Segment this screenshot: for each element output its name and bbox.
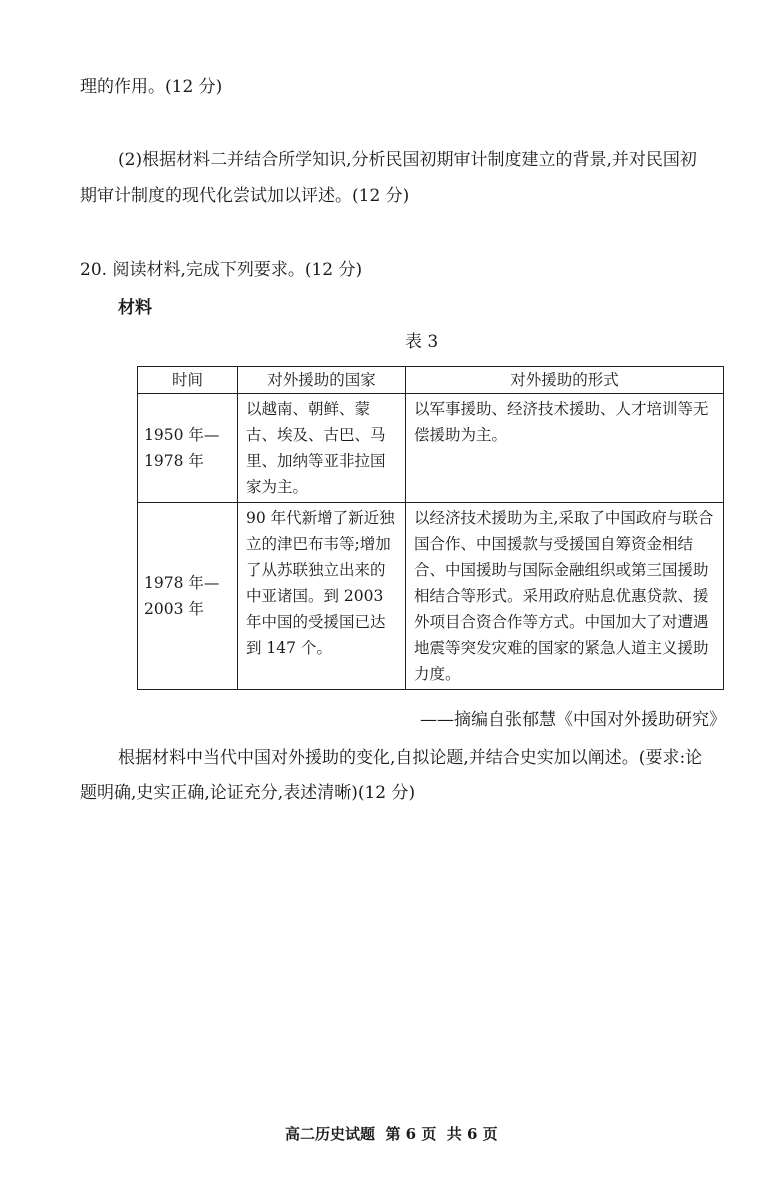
aid-table [137, 366, 724, 690]
table-caption: 表 3 [405, 332, 439, 352]
source-citation: ——摘编自张郁慧《中国对外援助研究》 [420, 710, 726, 730]
q20-heading: 20. 阅读材料,完成下列要求。(12 分) [80, 260, 363, 280]
row1-forms: 以军事援助、经济技术援助、人才培训等无偿援助为主。 [406, 394, 724, 503]
row2-forms: 以经济技术援助为主,采取了中国政府与联合国合作、中国援款与受援国自筹资金相结合、中国援助与国际金融组织或第三国援助相结合等形式。采用政府贴息优惠贷款、援外项目合资合作等方式。中国加大了对遭遇地震等突发灾难的国家的紧急人道主义援助力度。 [406, 503, 724, 690]
q20-prompt-line1: 根据材料中当代中国对外援助的变化,自拟论题,并结合史实加以阐述。(要求:论 [118, 748, 703, 768]
table-header-row [138, 367, 724, 394]
table-row [138, 394, 724, 503]
row1-time: 1950 年—1978 年 [138, 394, 238, 503]
q19-part2-line1: (2)根据材料二并结合所学知识,分析民国初期审计制度建立的背景,并对民国初 [118, 150, 697, 170]
page-footer: 高二历史试题 第 6 页 共 6 页 [285, 1125, 498, 1143]
q19-tail-text: 理的作用。(12 分) [80, 77, 223, 97]
row1-countries: 以越南、朝鲜、蒙古、埃及、古巴、马里、加纳等亚非拉国家为主。 [238, 394, 406, 503]
header-countries: 对外援助的国家 [238, 367, 406, 394]
header-time: 时间 [138, 367, 238, 394]
header-forms: 对外援助的形式 [406, 367, 724, 394]
row2-countries: 90 年代新增了新近独立的津巴布韦等;增加了从苏联独立出来的中亚诸国。到 2003 年中国的受援国已达到 147 个。 [238, 503, 406, 690]
table-row [138, 503, 724, 690]
q20-prompt-line2: 题明确,史实正确,论证充分,表述清晰)(12 分) [80, 783, 416, 803]
row2-time: 1978 年—2003 年 [138, 503, 238, 690]
material-label: 材料 [118, 298, 152, 318]
q19-part2-line2: 期审计制度的现代化尝试加以评述。(12 分) [80, 186, 410, 206]
